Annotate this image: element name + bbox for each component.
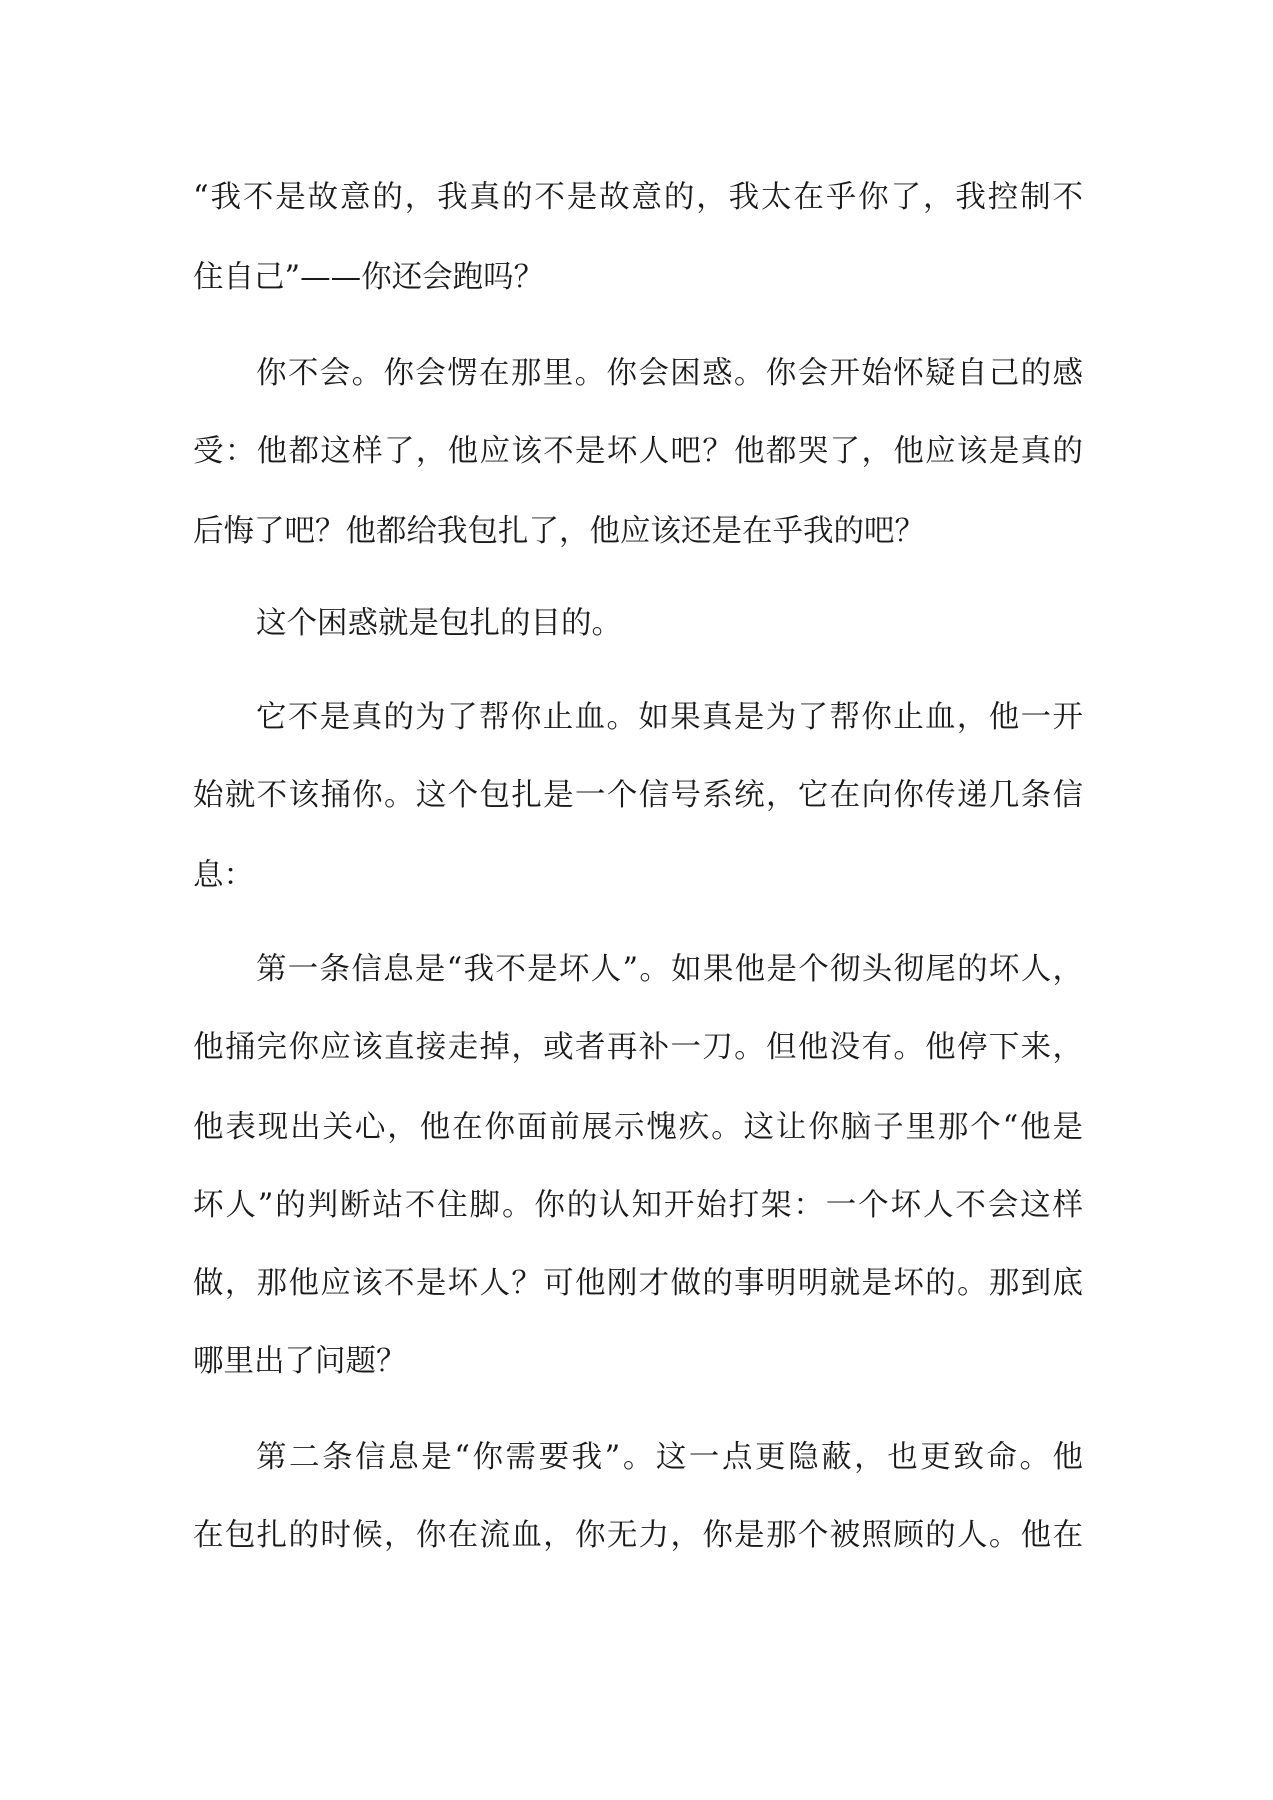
text-line: 他捅完你应该直接走掉，或者再补一刀。但他没有。他停下来， <box>193 1030 1083 1065</box>
text-line: 第二条信息是“你需要我”。这一点更隐蔽，也更致命。他 <box>256 1440 1083 1475</box>
text-line: 他表现出关心，他在你面前展示愧疚。这让你脑子里那个“他是 <box>193 1110 1083 1145</box>
text-line: 息： <box>193 858 254 893</box>
text-line: 这个困惑就是包扎的目的。 <box>256 606 622 641</box>
text-line: 做，那他应该不是坏人？可他刚才做的事明明就是坏的。那到底 <box>193 1266 1083 1301</box>
text-line: 第一条信息是“我不是坏人”。如果他是个彻头彻尾的坏人， <box>256 952 1083 987</box>
text-line: 在包扎的时候，你在流血，你无力，你是那个被照顾的人。他在 <box>193 1518 1083 1553</box>
text-line: 你不会。你会愣在那里。你会困惑。你会开始怀疑自己的感 <box>256 356 1083 391</box>
text-line: 后悔了吧？他都给我包扎了，他应该还是在乎我的吧？ <box>193 514 925 549</box>
text-line: 住自己”——你还会跑吗？ <box>193 260 545 295</box>
text-line: 受：他都这样了，他应该不是坏人吧？他都哭了，他应该是真的 <box>193 434 1083 469</box>
text-line: 哪里出了问题？ <box>193 1344 407 1379</box>
text-line: 始就不该捅你。这个包扎是一个信号系统，它在向你传递几条信 <box>193 778 1083 813</box>
text-line: 坏人”的判断站不住脚。你的认知开始打架：一个坏人不会这样 <box>193 1188 1083 1223</box>
text-line: 它不是真的为了帮你止血。如果真是为了帮你止血，他一开 <box>256 700 1083 735</box>
text-line: “我不是故意的，我真的不是故意的，我太在乎你了，我控制不 <box>193 180 1083 215</box>
